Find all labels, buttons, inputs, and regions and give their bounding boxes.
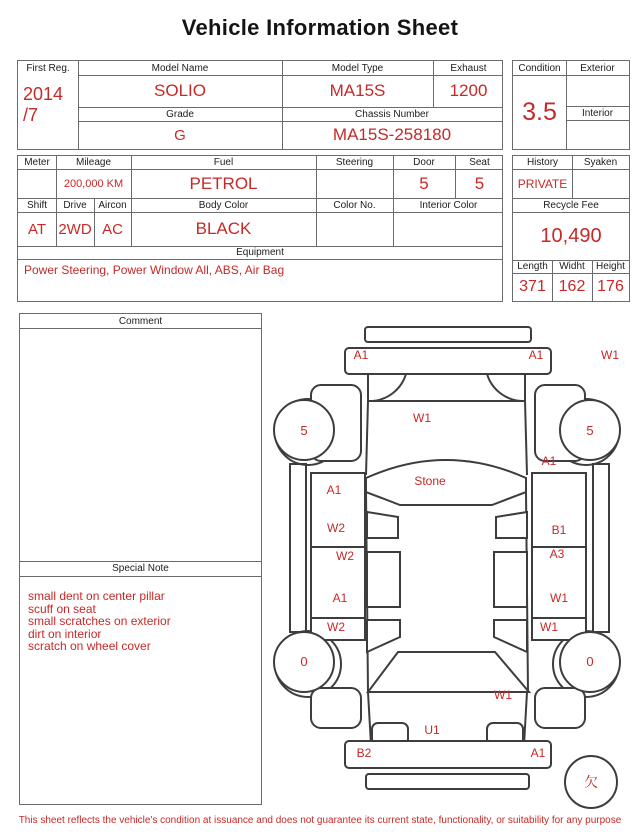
damage-label-rear-bumper-left: B2 <box>356 746 372 760</box>
left-door-window-shape <box>367 552 400 607</box>
condition-value: 3.5 <box>522 97 557 126</box>
chassis-number-value: MA15S-258180 <box>332 125 452 144</box>
fuel-value: PETROL <box>189 173 258 193</box>
color-no-value <box>316 212 393 246</box>
body-color-value: BLACK <box>195 219 252 238</box>
comment-note-panel <box>19 313 262 805</box>
length-value: 371 <box>519 278 546 295</box>
drive-label: Drive <box>63 199 87 211</box>
damage-label-front-wheel-left: 5 <box>300 423 308 438</box>
hood-right-edge <box>525 401 527 475</box>
spec-table <box>17 155 503 302</box>
exhaust-label: Exhaust <box>450 62 487 74</box>
rear-right-fender-shape <box>535 688 585 728</box>
first-reg-value: 2014 /7 <box>23 84 64 125</box>
condition-table <box>512 60 630 150</box>
meter-value <box>18 169 56 198</box>
note-line: scuff on seat <box>28 601 96 616</box>
height-label: Height <box>596 261 625 272</box>
model-name-value: SOLIO <box>154 81 206 100</box>
exhaust-value: 1200 <box>449 81 488 100</box>
right-sill-shape <box>593 464 609 632</box>
meter-label: Meter <box>24 157 50 168</box>
seat-label: Seat <box>469 157 490 168</box>
exterior-value <box>566 75 629 106</box>
exterior-label: Exterior <box>580 62 615 74</box>
damage-label-right-panel-2b: W1 <box>550 591 568 605</box>
comment-text <box>24 332 257 352</box>
damage-label-rear-wheel-left: 0 <box>300 654 308 669</box>
damage-label-front-bumper-left: A1 <box>353 348 369 362</box>
damage-label-left-panel-3: W2 <box>327 620 345 634</box>
recycle-fee-label: Recycle Fee <box>543 199 599 211</box>
grade-label: Grade <box>166 108 194 120</box>
model-name-label: Model Name <box>151 62 209 74</box>
rear-left-fender-shape <box>311 688 361 728</box>
left-sill-shape <box>290 464 306 632</box>
syaken-value <box>572 169 629 198</box>
syaken-label: Syaken <box>583 157 618 168</box>
divider <box>20 328 261 329</box>
right-c-pillar-shape <box>494 620 527 652</box>
left-c-pillar-shape <box>367 620 400 652</box>
front-strip-shape <box>365 327 531 342</box>
equipment-label: Equipment <box>236 247 284 258</box>
hood-left-edge <box>366 401 368 475</box>
damage-label-windshield: Stone <box>414 474 446 488</box>
model-type-value: MA15S <box>329 81 386 100</box>
interior-color-value <box>393 212 504 246</box>
damage-label-left-panel-1a: A1 <box>326 483 342 497</box>
mileage-label: Mileage <box>75 157 112 168</box>
special-note-text <box>20 588 263 655</box>
damage-label-windshield-float: W1 <box>601 348 619 362</box>
damage-label-left-panel-2a: W2 <box>336 549 354 563</box>
front-bumper-shape <box>345 348 551 374</box>
right-a-pillar-shape <box>496 512 527 538</box>
damage-label-rear-window: W1 <box>494 688 512 702</box>
damage-label-left-panel-2b: A1 <box>332 591 348 605</box>
info-table <box>17 60 503 150</box>
history-value: PRIVATE <box>517 176 568 191</box>
rear-window-shape <box>368 652 529 692</box>
note-line: small dent on center pillar <box>28 589 165 603</box>
history-table <box>512 155 630 302</box>
color-no-label: Color No. <box>333 199 376 211</box>
drive-value: 2WD <box>58 220 92 238</box>
body-color-label: Body Color <box>198 199 249 211</box>
interior-value <box>566 120 629 149</box>
damage-label-left-panel-1b: W2 <box>327 521 345 535</box>
width-label: Widht <box>559 261 585 272</box>
shift-label: Shift <box>26 199 47 211</box>
damage-label-right-fender: A1 <box>541 454 557 468</box>
chassis-number-label: Chassis Number <box>355 108 429 120</box>
steering-label: Steering <box>335 157 374 168</box>
interior-label: Interior <box>581 107 614 119</box>
shift-value: AT <box>27 220 47 238</box>
first-reg-label: First Reg. <box>26 62 70 74</box>
note-line: scratch on wheel cover <box>28 639 151 654</box>
grade-value: G <box>174 126 186 144</box>
interior-color-label: Interior Color <box>419 199 478 211</box>
aircon-value: AC <box>102 220 123 238</box>
page-title: Vehicle Information Sheet <box>181 15 459 40</box>
windshield-shape <box>366 460 526 505</box>
right-door-window-shape <box>494 552 527 607</box>
history-label: History <box>526 157 559 168</box>
left-a-pillar-shape <box>367 512 398 538</box>
comment-label: Comment <box>118 315 163 327</box>
damage-label-right-panel-3: W1 <box>540 620 558 634</box>
note-line: dirt on interior <box>28 626 102 641</box>
width-value: 162 <box>558 278 586 295</box>
damage-label-rear-bumper-right: A1 <box>530 746 546 760</box>
rear-bumper-shape <box>345 741 551 768</box>
condition-label: Condition <box>518 62 561 74</box>
special-note-label: Special Note <box>112 563 169 574</box>
recycle-fee-value: 10,490 <box>540 224 602 247</box>
disclaimer-text: This sheet reflects the vehicle's condition at issuance and does not guarantee its current state, functionality, or suitability for any purpose <box>18 815 622 826</box>
door-value: 5 <box>419 173 429 193</box>
damage-label-missing-mark: 欠 <box>584 774 598 790</box>
mileage-value: 200,000 KM <box>63 177 124 190</box>
rear-strip-shape <box>366 774 529 789</box>
aircon-label: Aircon <box>98 199 127 211</box>
height-value: 176 <box>597 278 624 295</box>
steering-value <box>316 169 393 198</box>
fuel-label: Fuel <box>213 157 234 168</box>
note-line: small scratches on exterior <box>28 614 171 629</box>
damage-label-front-wheel-right: 5 <box>586 423 594 438</box>
damage-label-right-panel-1: B1 <box>551 523 567 537</box>
damage-label-front-bumper-right: A1 <box>528 348 544 362</box>
damage-label-rear-wheel-right: 0 <box>586 654 594 669</box>
damage-label-right-panel-2a: A3 <box>549 547 565 561</box>
equipment-value: Power Steering, Power Window All, ABS, Air Bag <box>24 263 285 277</box>
damage-label-hood: W1 <box>413 411 431 425</box>
length-label: Length <box>517 261 548 272</box>
front-cowl-shape <box>368 374 525 401</box>
door-label: Door <box>413 157 435 168</box>
seat-value: 5 <box>474 173 485 193</box>
model-type-label: Model Type <box>331 62 384 74</box>
divider <box>20 576 261 577</box>
car-damage-diagram <box>268 315 640 815</box>
damage-label-trunk: U1 <box>424 723 440 737</box>
